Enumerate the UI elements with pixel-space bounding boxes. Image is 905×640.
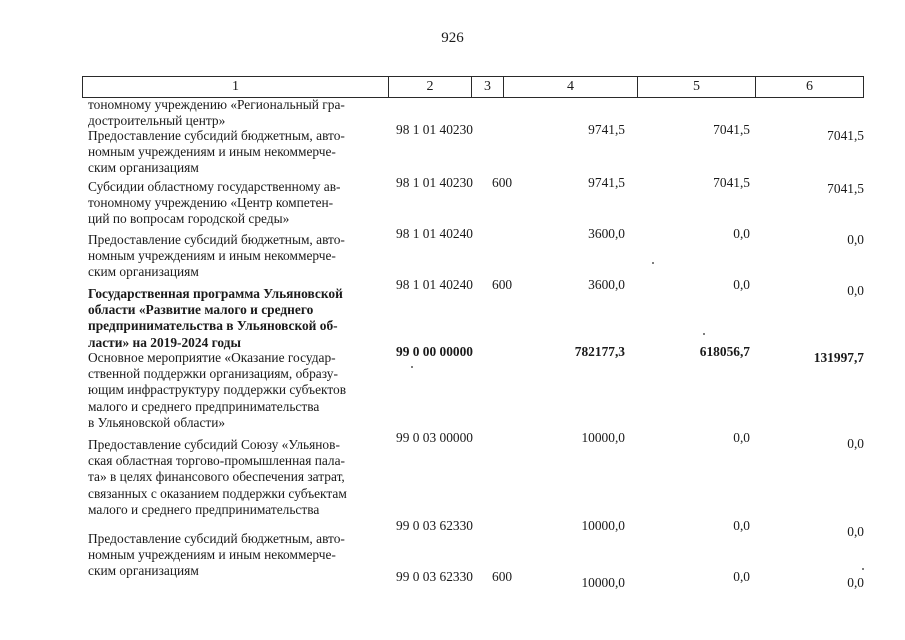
row-code: 99 0 03 62330 xyxy=(396,569,473,584)
scan-speck xyxy=(862,568,864,570)
row-amount-col6: 0,0 xyxy=(847,575,864,590)
row-description-line: области «Развитие малого и среднего xyxy=(88,302,314,318)
row-amount-col6: 131997,7 xyxy=(813,350,864,365)
row-amount-col5: 7041,5 xyxy=(713,175,750,190)
row-amount-col6: 0,0 xyxy=(847,524,864,539)
column-header-row xyxy=(82,76,864,98)
row-description-line: ласти» на 2019-2024 годы xyxy=(88,334,241,350)
row-description-line: ским организациям xyxy=(88,563,199,579)
row-code: 99 0 03 00000 xyxy=(396,430,473,445)
scan-speck xyxy=(411,366,413,368)
row-description-line: Предоставление субсидий бюджетным, авто- xyxy=(88,531,345,546)
row-description-line: Предоставление субсидий бюджетным, авто- xyxy=(88,232,345,247)
row-amount-col4: 10000,0 xyxy=(581,518,625,533)
row-amount-col5: 618056,7 xyxy=(699,344,750,359)
row-amount-col5: 0,0 xyxy=(733,518,750,533)
row-description-line: связанных с оказанием поддержки субъектам xyxy=(88,485,347,501)
scan-speck xyxy=(703,333,705,335)
column-header-3: 3 xyxy=(471,77,503,97)
scan-speck xyxy=(652,262,654,264)
row-description-line: номным учреждениям и иным некоммерче- xyxy=(88,547,336,563)
row-description-line: ственной поддержки организациям, образу- xyxy=(88,366,338,382)
row-amount-col4: 10000,0 xyxy=(581,575,625,590)
row-description-line: номным учреждениям и иным некоммерче- xyxy=(88,248,336,264)
row-description-line: ций по вопросам городской среды» xyxy=(88,211,290,227)
row-expense-type: 600 xyxy=(492,569,513,584)
row-amount-col4: 10000,0 xyxy=(581,430,625,445)
row-description-line: ским организациям xyxy=(88,160,199,176)
row-description-line: Основное мероприятие «Оказание государ- xyxy=(88,350,336,365)
column-header-2: 2 xyxy=(388,77,471,97)
row-expense-type: 600 xyxy=(492,277,513,292)
row-amount-col6: 7041,5 xyxy=(827,128,864,143)
row-description xyxy=(88,179,385,228)
row-description-line: Предоставление субсидий бюджетным, авто- xyxy=(88,128,345,143)
row-description-line: малого и среднего предпринимательства xyxy=(88,501,320,517)
row-expense-type: 600 xyxy=(492,175,513,190)
row-amount-col6: 0,0 xyxy=(847,436,864,451)
row-amount-col5: 0,0 xyxy=(733,569,750,584)
row-amount-col5: 7041,5 xyxy=(713,122,750,137)
row-description-line: ская областная торгово-промышленная пала- xyxy=(88,453,346,469)
row-amount-col6: 0,0 xyxy=(847,283,864,298)
row-code: 98 1 01 40240 xyxy=(396,226,473,241)
row-amount-col5: 0,0 xyxy=(733,226,750,241)
row-code: 98 1 01 40230 xyxy=(396,175,473,190)
row-amount-col4: 9741,5 xyxy=(588,122,625,137)
row-description-line: достроительный центр» xyxy=(88,113,226,129)
row-description-line: тономному учреждению «Региональный гра- xyxy=(88,97,345,112)
row-description-line: тономному учреждению «Центр компетен- xyxy=(88,195,334,211)
row-description xyxy=(88,128,385,177)
row-amount-col5: 0,0 xyxy=(733,430,750,445)
row-description-line: малого и среднего предпринимательства xyxy=(88,398,320,414)
row-code: 98 1 01 40230 xyxy=(396,122,473,137)
row-description xyxy=(88,531,385,580)
row-code: 98 1 01 40240 xyxy=(396,277,473,292)
row-code: 99 0 03 62330 xyxy=(396,518,473,533)
row-description-line: номным учреждениям и иным некоммерче- xyxy=(88,144,336,160)
row-description xyxy=(88,232,385,281)
column-header-1: 1 xyxy=(232,79,239,94)
page-number: 926 xyxy=(441,30,464,46)
row-description-line: ющим инфраструктуру поддержки субъектов xyxy=(88,382,347,398)
row-description-line: Государственная программа Ульяновской xyxy=(88,286,343,301)
row-description xyxy=(88,350,385,431)
column-header-6: 6 xyxy=(755,77,863,97)
row-description-line: в Ульяновской области» xyxy=(88,414,226,430)
row-description xyxy=(88,437,385,518)
column-header-4: 4 xyxy=(503,77,637,97)
row-amount-col4: 3600,0 xyxy=(588,226,625,241)
row-description-line: ским организациям xyxy=(88,264,199,280)
column-header-5: 5 xyxy=(637,77,755,97)
row-amount-col5: 0,0 xyxy=(733,277,750,292)
row-description-line: Предоставление субсидий Союзу «Ульянов- xyxy=(88,437,340,452)
row-amount-col4: 9741,5 xyxy=(588,175,625,190)
row-description-line: Субсидии областному государственному ав- xyxy=(88,179,341,194)
row-description xyxy=(88,286,385,351)
row-description-line: та» в целях финансового обеспечения затрат, xyxy=(88,469,345,485)
row-description xyxy=(88,97,385,129)
row-amount-col6: 7041,5 xyxy=(827,181,864,196)
row-amount-col4: 3600,0 xyxy=(588,277,625,292)
row-amount-col4: 782177,3 xyxy=(574,344,625,359)
row-code: 99 0 00 00000 xyxy=(396,344,473,359)
row-amount-col6: 0,0 xyxy=(847,232,864,247)
row-description-line: предпринимательства в Ульяновской об- xyxy=(88,318,338,334)
